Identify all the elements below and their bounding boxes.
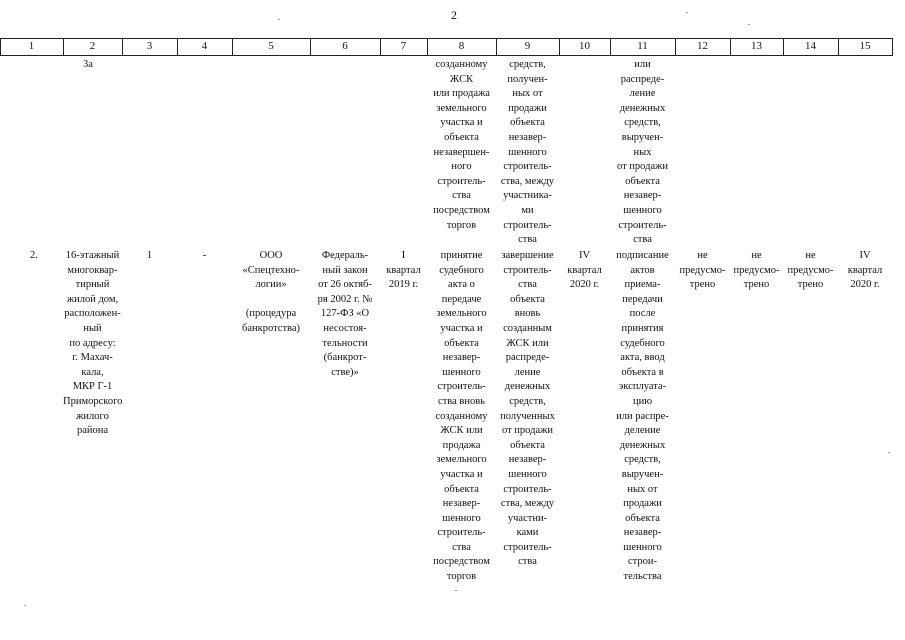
- scan-speck: [748, 24, 750, 25]
- table-cell: завершение строитель- ства объекта вновь созданным ЖСК или распреде- ление денежных средств, полученных от продажи объекта незавер- шенного строитель- ства, между участни- ками строитель- ства: [500, 250, 555, 568]
- scan-speck: [278, 19, 280, 20]
- table-header-bottom-border: [0, 55, 893, 56]
- column-number: 8: [458, 40, 465, 52]
- scan-speck: [24, 605, 26, 606]
- column-number: 5: [268, 40, 274, 52]
- column-number: 14: [805, 40, 816, 52]
- column-number: 11: [637, 40, 648, 52]
- column-number: 3: [146, 40, 153, 52]
- scan-speck: [888, 452, 890, 453]
- column-number: 2: [89, 40, 96, 52]
- scan-speck: [455, 590, 457, 591]
- table-cell: или распреде- ление денежных средств, выручен- ных от продажи объекта незавер- шенного строитель- ства: [616, 59, 669, 246]
- table-cell: 1: [146, 250, 153, 261]
- table-cell: I квартал 2019 г.: [386, 250, 421, 291]
- column-number: 10: [579, 40, 590, 52]
- legal-basis-cell: Федераль- ный закон от 26 октяб- ря 2002 г. № 127-ФЗ «О несостоя- тельности (банкрот- стве)»: [317, 250, 373, 378]
- column-number: 12: [697, 40, 708, 52]
- column-number: 9: [524, 40, 531, 52]
- table-cell: IV квартал 2020 г.: [847, 250, 883, 291]
- table-cell: подписание актов приема- передачи после принятия судебного акта, ввод объекта в эксплуата- цию или распре- деление денежных средств, выручен- ных от продажи объекта незавер- шенного строи- тельства: [616, 250, 669, 583]
- developer-cell: ООО «Спецтехно- логии» (процедура банкротства): [241, 250, 301, 334]
- row-number: 2.: [30, 250, 38, 261]
- page-number: 2: [451, 8, 457, 22]
- column-number: 13: [751, 40, 762, 52]
- table-cell: не предусмо- трено: [679, 250, 726, 291]
- column-number: 6: [342, 40, 348, 52]
- table-cell: не предусмо- трено: [733, 250, 780, 291]
- scan-speck: [686, 12, 688, 13]
- table-cell: 3а: [83, 59, 93, 70]
- table-cell: IV квартал 2020 г.: [567, 250, 602, 291]
- column-number-row: [0, 38, 893, 55]
- column-number: 1: [28, 40, 35, 52]
- column-number: 7: [400, 40, 407, 52]
- table-cell: не предусмо- трено: [787, 250, 834, 291]
- table-cell: созданному ЖСК или продажа земельного участка и объекта незавершен- ного строитель- ства посредством торгов: [433, 59, 490, 231]
- object-description-cell: 16-этажный многоквар- тирный жилой дом, расположен- ный по адресу: г. Махач- кала, МКР Г-1 Приморского жилого района: [63, 250, 123, 437]
- table-cell: -: [202, 250, 207, 261]
- column-number: 15: [859, 40, 871, 52]
- table-cell: принятие судебного акта о передаче земельного участка и объекта незавер- шенного строитель- ства вновь созданному ЖСК или продажа земельного участка и объекта незавер- шенного строитель- ства посредством торгов: [433, 250, 490, 583]
- column-number: 4: [201, 40, 208, 52]
- table-cell: средств, получен- ных от продажи объекта незавер- шенного строитель- ства, между участника- ми строитель- ства: [500, 59, 555, 246]
